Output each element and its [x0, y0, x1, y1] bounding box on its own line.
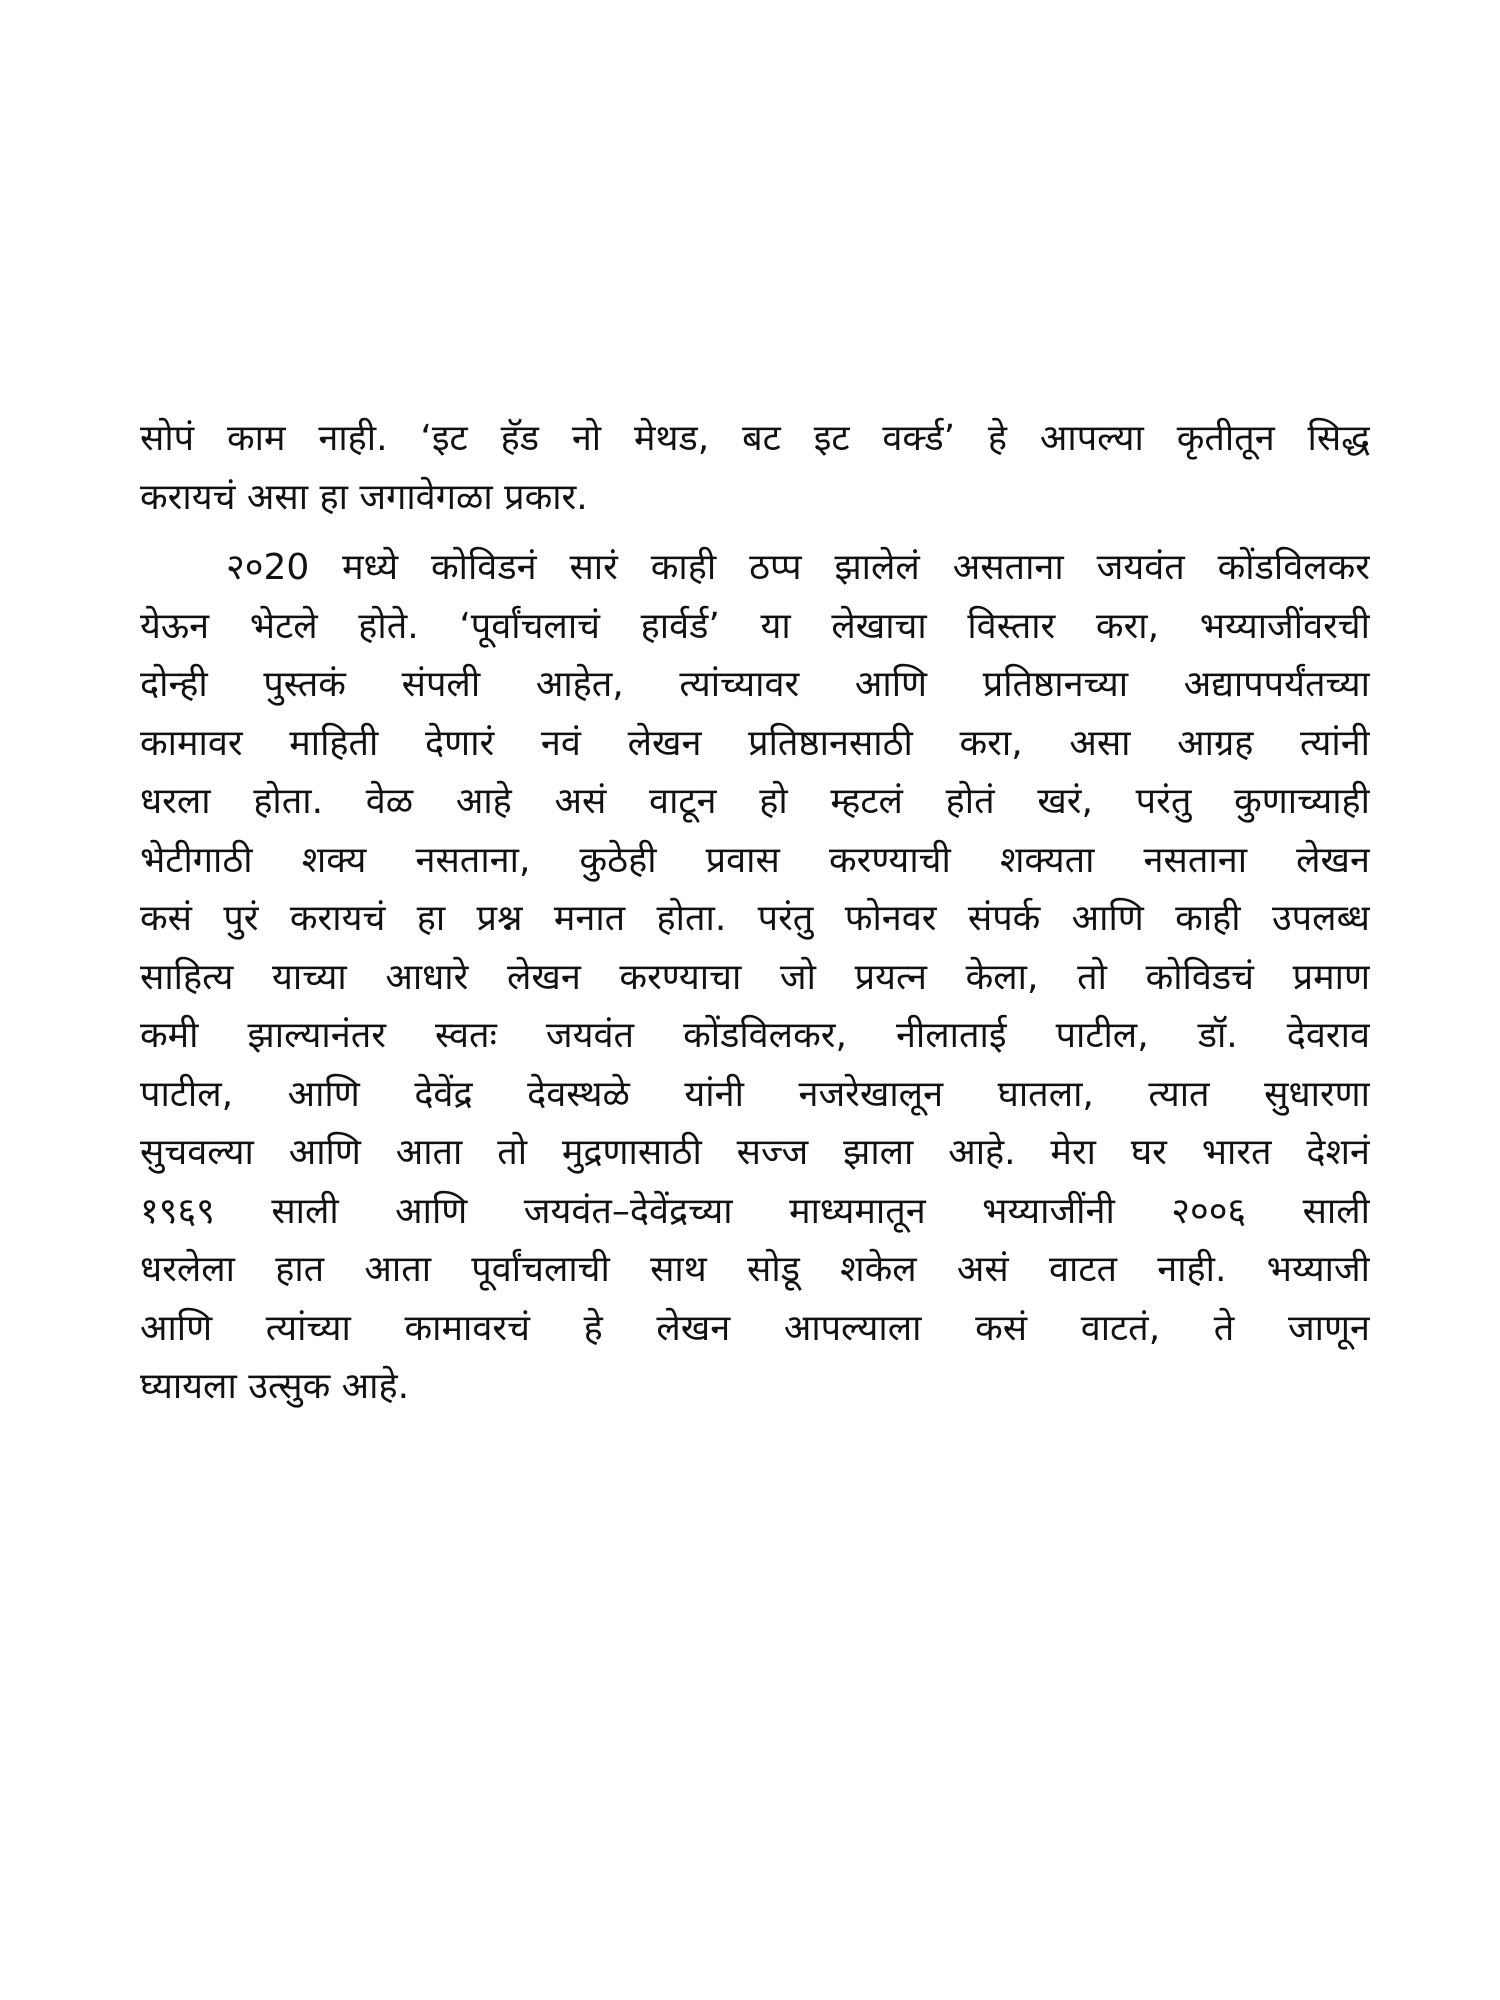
text-line: येऊन भेटले होते. ‘पूर्वांचलाचं हार्वर्ड’ या लेखाचा विस्तार करा, भय्याजींवरची: [140, 605, 1370, 647]
text-line: करायचं असा हा जगावेगळा प्रकार.: [140, 476, 588, 518]
text-line: कसं पुरं करायचं हा प्रश्न मनात होता. परंतु फोनवर संपर्क आणि काही उपलब्ध: [140, 898, 1370, 939]
text-line: दोन्ही पुस्तकं संपली आहेत, त्यांच्यावर आणि प्रतिष्ठानच्या अद्यापपर्यंतच्या: [140, 664, 1370, 705]
text-line: भेटीगाठी शक्य नसताना, कुठेही प्रवास करण्याची शक्यता नसताना लेखन: [140, 839, 1370, 881]
text-line: १९६९ साली आणि जयवंत–देवेंद्रच्या माध्यमातून भय्याजींनी २००६ साली: [140, 1190, 1370, 1232]
text-line: धरलेला हात आता पूर्वांचलाची साथ सोडू शकेल असं वाटत नाही. भय्याजी: [140, 1249, 1370, 1290]
text-line: सुचवल्या आणि आता तो मुद्रणासाठी सज्ज झाला आहे. मेरा घर भारत देशनं: [140, 1132, 1370, 1173]
paragraph-1: [140, 410, 1370, 527]
text-line: सोपं काम नाही. ‘इट हॅड नो मेथड, बट इट वर्क्ड’ हे आपल्या कृतीतून सिद्ध: [140, 418, 1370, 459]
body-text: [140, 410, 1370, 1417]
text-line: कमी झाल्यानंतर स्वतः जयवंत कोंडविलकर, नीलाताई पाटील, डॉ. देवराव: [140, 1015, 1370, 1056]
text-line: साहित्य याच्या आधारे लेखन करण्याचा जो प्रयत्न केला, तो कोविडचं प्रमाण: [140, 956, 1370, 998]
paragraph-2: [140, 539, 1370, 1417]
text-line: कामावर माहिती देणारं नवं लेखन प्रतिष्ठानसाठी करा, असा आग्रह त्यांनी: [140, 722, 1370, 764]
text-line: घ्यायला उत्सुक आहे.: [140, 1366, 410, 1407]
text-line: पाटील, आणि देवेंद्र देवस्थळे यांनी नजरेखालून घातला, त्यात सुधारणा: [140, 1073, 1370, 1115]
text-line: २०20 मध्ये कोविडनं सारं काही ठप्प झालेलं असताना जयवंत कोंडविलकर: [226, 547, 1370, 588]
text-line: आणि त्यांच्या कामावरचं हे लेखन आपल्याला कसं वाटतं, ते जाणून: [140, 1307, 1370, 1349]
text-line: धरला होता. वेळ आहे असं वाटून हो म्हटलं होतं खरं, परंतु कुणाच्याही: [140, 781, 1370, 822]
paragraph-spacer: [140, 527, 1370, 539]
